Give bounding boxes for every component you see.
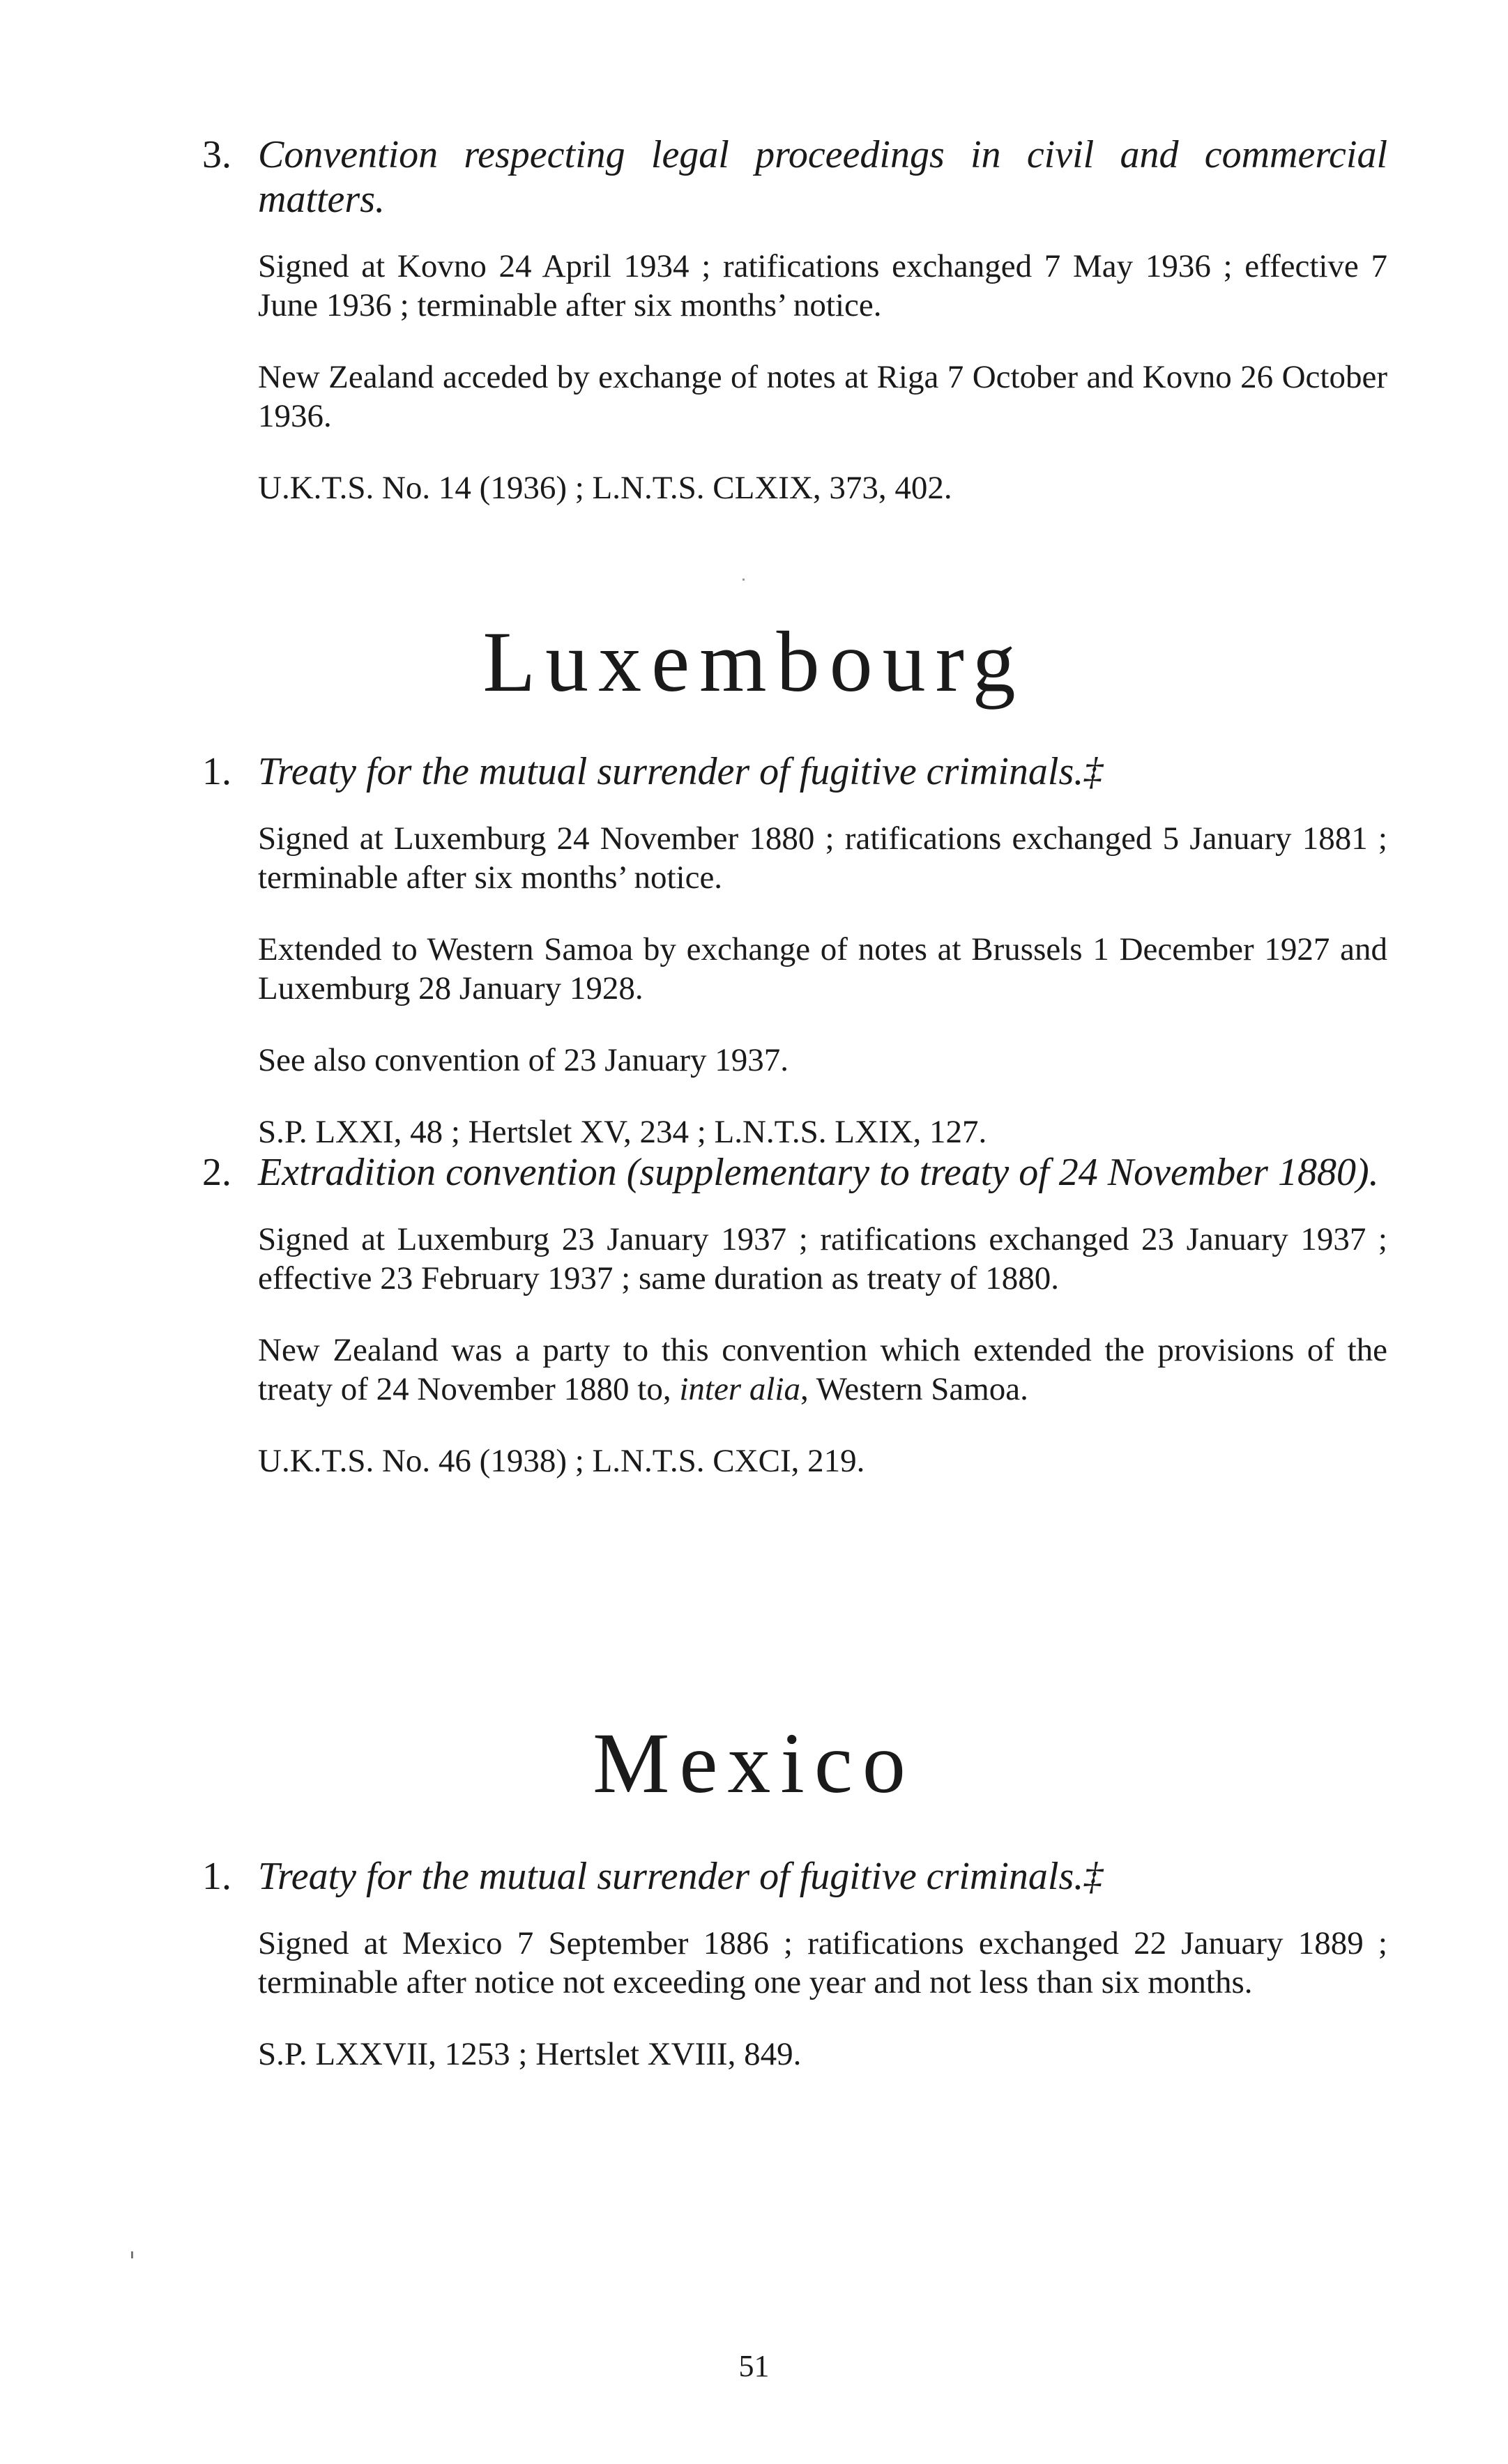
party-note [258, 1331, 1387, 1409]
entry-heading [202, 1150, 1387, 1195]
treaty-entry-luxembourg-extradition-convention [202, 1150, 1387, 1513]
treaty-reference: U.K.T.S. No. 46 (1938) ; L.N.T.S. CXCI, 219. [258, 1443, 865, 1479]
entry-number: 1. [202, 750, 231, 793]
page-number: 51 [738, 2349, 770, 2383]
signing-details: Signed at Kovno 24 April 1934 ; ratifications exchanged 7 May 1936 ; effective 7 June 1936 ; terminable after six months’ notice. [258, 248, 1387, 323]
signing-details: Signed at Luxemburg 23 January 1937 ; ratifications exchanged 23 January 1937 ; effective 23 February 1937 ; same duration as treaty of 1880. [258, 1221, 1387, 1296]
entry-number: 2. [202, 1151, 231, 1194]
entry-number: 3. [202, 133, 231, 176]
see-also-note: See also convention of 23 January 1937. [258, 1042, 789, 1078]
party-note-text-end: , Western Samoa. [800, 1371, 1028, 1407]
entry-title: Extradition convention (supplementary to treaty of 24 November 1880). [258, 1151, 1379, 1194]
party-note-italic: inter alia [679, 1371, 800, 1407]
signing-details: Signed at Mexico 7 September 1886 ; ratifications exchanged 22 January 1889 ; terminable after notice not exceeding one year and not less than six months. [258, 1925, 1387, 2000]
country-heading-mexico: Mexico [593, 1715, 915, 1811]
entry-heading [202, 1854, 1387, 1899]
treaty-entry-mexico-fugitive-criminals [202, 1854, 1387, 2106]
entry-heading [202, 132, 1387, 222]
entry-title: Treaty for the mutual surrender of fugitive criminals.‡ [258, 750, 1104, 793]
treaty-reference: U.K.T.S. No. 14 (1936) ; L.N.T.S. CLXIX, 373, 402. [258, 470, 952, 506]
country-heading-luxembourg: Luxembourg [482, 614, 1026, 710]
section-divider-mark [742, 579, 745, 581]
treaty-reference: S.P. LXXVII, 1253 ; Hertslet XVIII, 849. [258, 2036, 802, 2072]
party-note-text: New Zealand was a party to this convention which extended the provisions of the treaty of 24 November 1880 to, [258, 1332, 1387, 1407]
entry-title: Convention respecting legal proceedings in civil and commercial matters. [258, 133, 1387, 221]
accession-note: New Zealand acceded by exchange of notes at Riga 7 October and Kovno 26 October 1936. [258, 359, 1387, 434]
treaty-entry-convention-legal-proceedings [202, 132, 1387, 540]
signing-details: Signed at Luxemburg 24 November 1880 ; ratifications exchanged 5 January 1881 ; terminable after six months’ notice. [258, 820, 1387, 896]
entry-title: Treaty for the mutual surrender of fugitive criminals.‡ [258, 1855, 1104, 1898]
treaty-reference: S.P. LXXI, 48 ; Hertslet XV, 234 ; L.N.T.S. LXIX, 127. [258, 1114, 987, 1150]
margin-speck [131, 2251, 133, 2258]
treaty-entry-luxembourg-fugitive-criminals [202, 749, 1387, 1184]
entry-number: 1. [202, 1855, 231, 1898]
entry-heading [202, 749, 1387, 794]
extension-note: Extended to Western Samoa by exchange of notes at Brussels 1 December 1927 and Luxemburg 28 January 1928. [258, 931, 1387, 1007]
